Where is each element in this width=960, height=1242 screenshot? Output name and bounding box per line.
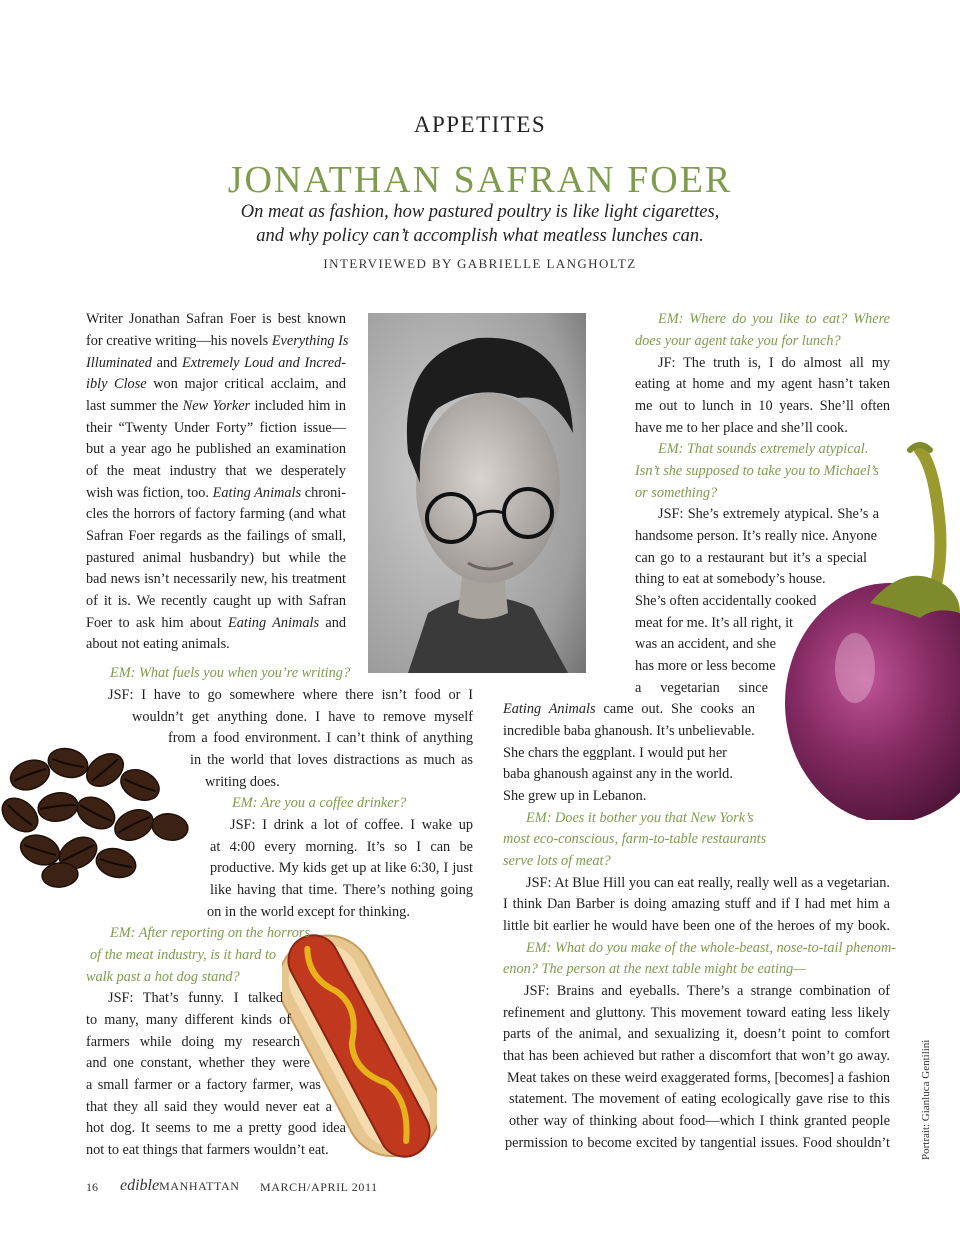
body-line-right-20: She chars the eggplant. I would put her (503, 745, 727, 761)
body-line-right-14: meat for me. It’s all right, it (635, 615, 794, 631)
body-line-left-0: Writer Jonathan Safran Foer is best known (86, 311, 346, 327)
body-line-left-36: that they all said they would never eat a (86, 1099, 332, 1115)
question-line-right-30: enon? The person at the next table might be eating— (503, 961, 806, 977)
body-line-left-7: of the meat industry that we desperately (86, 463, 346, 479)
body-line-left-3: ibly Close won major critical acclaim, and (86, 376, 346, 392)
photo-credit: Portrait: Gianluca Gentilini (920, 1039, 932, 1160)
question-line-right-6: EM: That sounds extremely atypical. (658, 441, 869, 457)
body-line-right-18: Eating Animals came out. She cooks an (503, 701, 755, 717)
body-line-right-26: JSF: At Blue Hill you can eat really, really well as a vegetarian. (526, 875, 890, 891)
body-line-left-13: of it is. We recently caught up with Safran (86, 593, 346, 609)
body-line-right-17: a vegetarian since (635, 680, 768, 696)
question-line-right-23: EM: Does it bother you that New York’s (526, 810, 754, 826)
body-line-right-9: JSF: She’s extremely atypical. She’s a (658, 506, 879, 522)
body-line-left-26: like having that time. There’s nothing going (210, 882, 473, 898)
body-line-right-4: me out to lunch in 10 years. She’ll often (635, 398, 890, 414)
body-line-left-19: from a food environment. I can’t think of anything (168, 730, 473, 746)
body-line-left-12: bad news isn’t necessarily new, his treatment (86, 571, 346, 587)
article-dek (0, 200, 960, 248)
body-line-left-34: and one constant, whether they were (86, 1055, 310, 1071)
body-line-left-18: wouldn’t get anything done. I have to remove myself (132, 709, 473, 725)
body-line-right-3: eating at home and my agent hasn’t taken (635, 376, 890, 392)
publication-brand (120, 1177, 240, 1195)
brand-manhattan: MANHATTAN (159, 1179, 240, 1193)
question-line-right-29: EM: What do you make of the whole-beast, nose-to-tail phenom- (526, 940, 897, 956)
body-line-right-28: little bit earlier he would have been one of the heroes of my book. (503, 918, 890, 934)
body-line-left-32: to many, many different kinds of (86, 1012, 291, 1028)
body-line-left-20: in the world that loves distractions as much as (190, 752, 473, 768)
body-line-left-2: Illuminated and Extremely Loud and Incred- (86, 355, 346, 371)
body-line-left-1: for creative writing—his novels Everything Is (86, 333, 349, 349)
body-line-left-8: wish was fiction, too. Eating Animals chroni- (86, 485, 347, 501)
question-line-right-1: does your agent take you for lunch? (635, 333, 841, 349)
body-line-right-27: I think Dan Barber is doing amazing stuff and if I had met him a (503, 896, 890, 912)
body-line-right-15: was an accident, and she (635, 636, 776, 652)
author-portrait (368, 313, 586, 673)
brand-edible: edible (120, 1177, 160, 1194)
body-line-left-35: a small farmer or a factory farmer, was (86, 1077, 321, 1093)
question-line-right-7: Isn’t she supposed to take you to Michael’s (635, 463, 879, 479)
body-line-left-10: Safran Foer regards as the failings of small, (86, 528, 346, 544)
body-line-left-25: productive. My kids get up at like 6:30, I just (210, 860, 473, 876)
body-line-right-2: JF: The truth is, I do almost all my (658, 355, 890, 371)
section-label: APPETITES (413, 112, 547, 137)
body-line-right-38: permission to become excited by tangential issues. Food shouldn’t (505, 1135, 890, 1151)
question-line-left-30: walk past a hot dog stand? (86, 969, 240, 985)
eggplant-graphic (770, 438, 960, 820)
page-number: 16 (86, 1180, 98, 1194)
body-line-right-11: can go to a restaurant but it’s a special (635, 550, 867, 566)
body-line-left-15: about not eating animals. (86, 636, 230, 652)
body-line-left-14: Foer to ask him about Eating Animals and (86, 615, 346, 631)
body-line-left-11: pastured animal husbandry) but while the (86, 550, 346, 566)
byline: INTERVIEWED BY GABRIELLE LANGHOLTZ (323, 256, 637, 271)
body-line-right-5: have me to her place and she’ll cook. (635, 420, 848, 436)
body-line-left-33: farmers while doing my research (86, 1034, 300, 1050)
question-line-right-24: most eco-conscious, farm-to-table restaurants (503, 831, 767, 847)
question-line-left-22: EM: Are you a coffee drinker? (232, 795, 407, 811)
body-line-right-16: has more or less become (635, 658, 776, 674)
body-line-left-21: writing does. (205, 774, 280, 790)
question-line-left-16: EM: What fuels you when you’re writing? (110, 665, 351, 681)
portrait-graphic (368, 313, 586, 673)
body-line-left-5: their “Twenty Under Forty” fiction issue— (86, 420, 346, 436)
question-line-right-25: serve lots of meat? (503, 853, 611, 869)
body-line-left-9: cles the horrors of factory farming (and what (86, 506, 346, 522)
body-line-right-33: parts of the animal, and sexualizing it, doesn’t point to comfort (503, 1026, 890, 1042)
body-line-right-22: She grew up in Lebanon. (503, 788, 647, 804)
body-line-left-6: but a year ago he published an examination (86, 441, 346, 457)
question-line-left-28: EM: After reporting on the horrors (110, 925, 311, 941)
article-title: JONATHAN SAFRAN FOER (227, 159, 733, 201)
body-line-left-31: JSF: That’s funny. I talked (108, 990, 283, 1006)
body-line-right-12: thing to eat at somebody’s house. (635, 571, 826, 587)
body-line-left-17: JSF: I have to go somewhere where there isn’t food or I (108, 687, 473, 703)
eggplant-image (770, 438, 960, 820)
body-line-right-19: incredible baba ghanoush. It’s unbelievable. (503, 723, 755, 739)
question-line-left-29: of the meat industry, is it hard to (90, 947, 277, 963)
body-line-left-38: not to eat things that farmers wouldn’t eat. (86, 1142, 329, 1158)
dek-line-1: On meat as fashion, how pastured poultry is like light cigarettes, (240, 202, 720, 222)
body-line-right-32: refinement and gluttony. This movement toward eating less likely (503, 1005, 890, 1021)
dek-line-2: and why policy can’t accomplish what meatless lunches can. (256, 226, 704, 246)
coffee-beans-graphic (0, 735, 195, 890)
question-line-right-8: or something? (635, 485, 718, 501)
body-line-left-37: hot dog. It seems to me a pretty good idea (86, 1120, 346, 1136)
body-line-right-13: She’s often accidentally cooked (635, 593, 817, 609)
body-line-right-10: handsome person. It’s really nice. Anyone (635, 528, 877, 544)
body-line-right-36: statement. The movement of eating ecologically gave rise to this (509, 1091, 890, 1107)
body-line-right-34: that has been achieved but rather a discomfort that won’t go away. (503, 1048, 890, 1064)
body-line-right-35: Meat takes on these weird exaggerated forms, [becomes] a fashion (507, 1070, 890, 1086)
question-line-right-0: EM: Where do you like to eat? Where (658, 311, 890, 327)
issue-date: MARCH/APRIL 2011 (260, 1180, 378, 1194)
body-line-right-21: baba ghanoush against any in the world. (503, 766, 733, 782)
body-line-right-31: JSF: Brains and eyeballs. There’s a strange combination of (524, 983, 890, 999)
body-line-left-4: last summer the New Yorker included him in (86, 398, 346, 414)
body-line-left-23: JSF: I drink a lot of coffee. I wake up (230, 817, 473, 833)
body-line-right-37: other way of thinking about food—which I think granted people (509, 1113, 890, 1129)
body-line-left-24: at 4:00 every morning. It’s so I can be (210, 839, 473, 855)
coffee-beans-image (0, 735, 195, 890)
body-line-left-27: on in the world except for thinking. (207, 904, 410, 920)
